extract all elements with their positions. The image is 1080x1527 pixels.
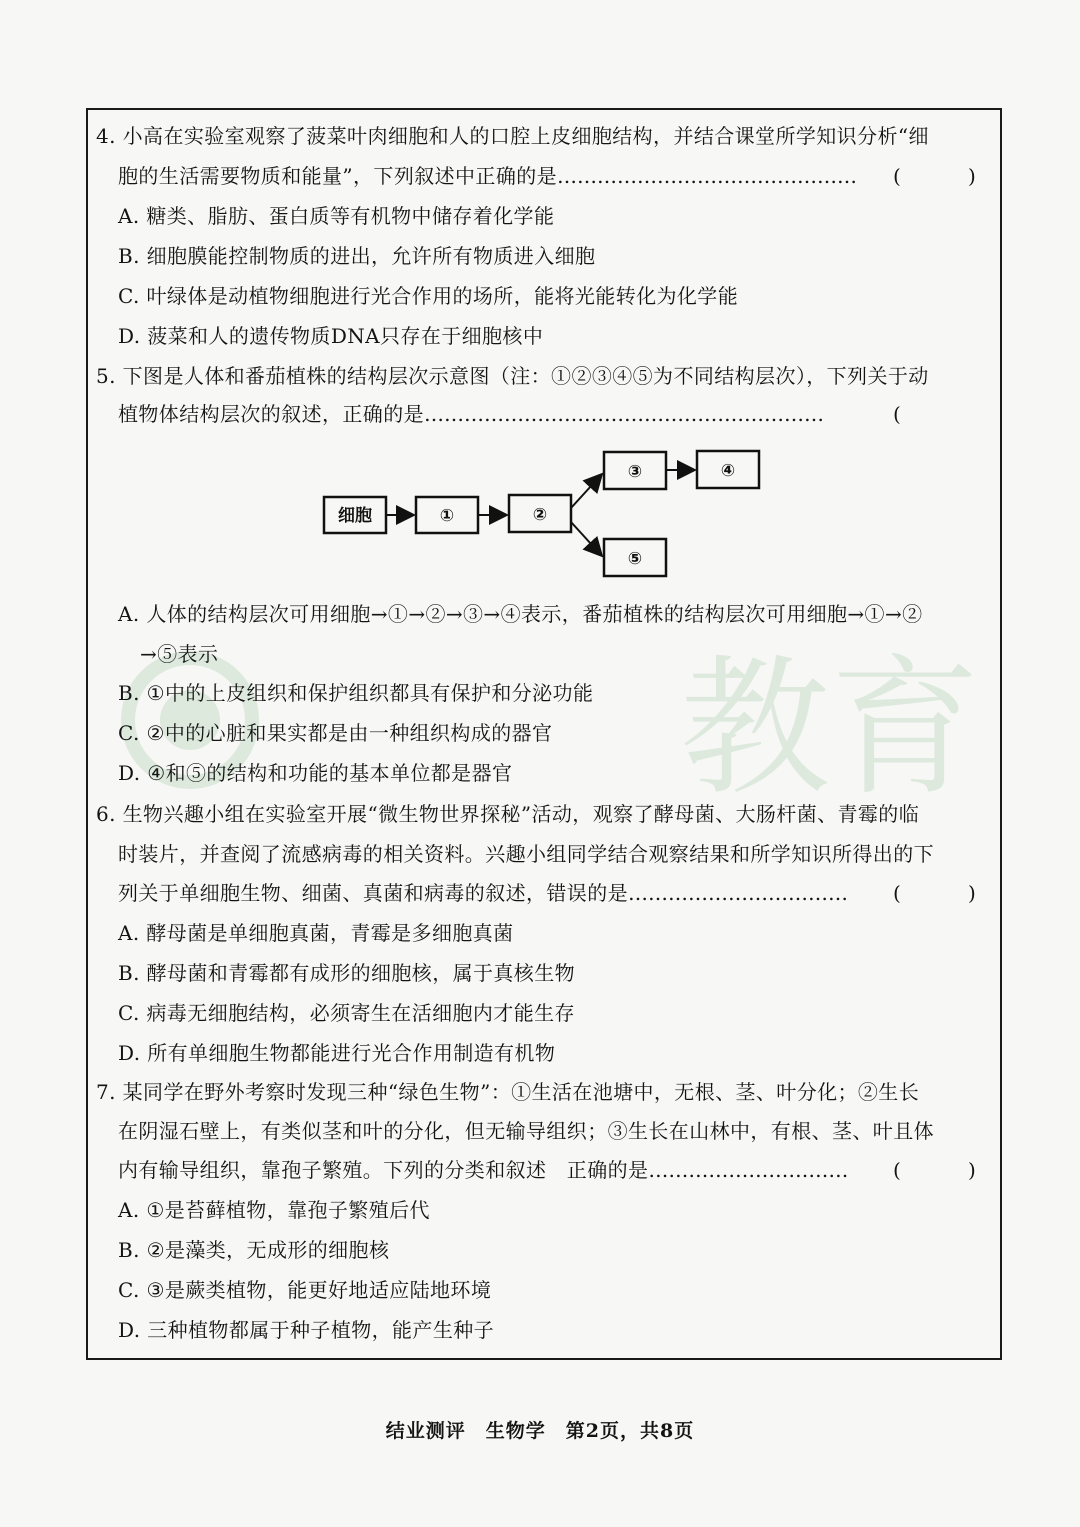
q7-paren-close: ) [968, 1158, 976, 1182]
q7-option-d: D. 三种植物都属于种子植物，能产生种子 [118, 1318, 495, 1342]
diagram-label-5: ⑤ [627, 549, 643, 569]
q7-paren-open: ( [893, 1158, 901, 1182]
q4-dots: ……………………………………… [557, 164, 858, 188]
page-footer: 结业测评 生物学 第2页，共8页 [385, 1420, 695, 1442]
diagram-label-1: ① [439, 506, 455, 526]
q4-stem-text: 胞的生活需要物质和能量”，下列叙述中正确的是 [118, 164, 558, 188]
q6-option-b: B. 酵母菌和青霉都有成形的细胞核，属于真核生物 [118, 961, 576, 985]
q4-option-c: C. 叶绿体是动植物细胞进行光合作用的场所，能将光能转化为化学能 [118, 284, 739, 308]
q7-stem-line2: 在阴湿石壁上，有类似茎和叶的分化，但无输导组织；③生长在山林中，有根、茎、叶且体 [118, 1119, 934, 1143]
diagram-label-3: ③ [627, 462, 643, 482]
watermark-text: 教育 [680, 642, 980, 810]
q5-paren-open: ( [893, 402, 901, 426]
q6-stem-line2: 时装片，并查阅了流感病毒的相关资料。兴趣小组同学结合观察结果和所学知识所得出的下 [118, 842, 934, 866]
q6-stem-line1: 6. 生物兴趣小组在实验室开展“微生物世界探秘”活动，观察了酵母菌、大肠杆菌、青霉的临 [96, 802, 920, 826]
q7-stem-line1: 7. 某同学在野外考察时发现三种“绿色生物”：①生活在池塘中，无根、茎、叶分化；②生长 [96, 1080, 920, 1104]
diagram-label-2: ② [532, 505, 548, 525]
q4-option-a: A. 糖类、脂肪、蛋白质等有机物中储存着化学能 [118, 204, 555, 228]
q5-option-c: C. ②中的心脏和果实都是由一种组织构成的器官 [118, 721, 553, 745]
q4-option-d: D. 菠菜和人的遗传物质DNA只存在于细胞核中 [118, 324, 544, 348]
q6-paren-open: ( [893, 881, 901, 905]
q7-option-a: A. ①是苔藓植物，靠孢子繁殖后代 [118, 1198, 430, 1222]
q6-dots: …………………………… [628, 881, 848, 905]
q5-stem-line1: 5. 下图是人体和番茄植株的结构层次示意图（注：①②③④⑤为不同结构层次），下列关于动 [96, 364, 929, 388]
q5-option-a-line1: A. 人体的结构层次可用细胞→①→②→③→④表示，番茄植株的结构层次可用细胞→①→② [118, 602, 923, 626]
q7-dots: ………………………… [648, 1158, 849, 1182]
q6-stem-line3 [118, 879, 848, 907]
q6-paren-close: ) [968, 881, 976, 905]
q6-option-d: D. 所有单细胞生物都能进行光合作用制造有机物 [118, 1041, 556, 1065]
q6-option-a: A. 酵母菌是单细胞真菌，青霉是多细胞真菌 [118, 921, 514, 945]
q5-dots: …………………………………………………… [424, 402, 824, 426]
diagram-label-4: ④ [720, 461, 736, 481]
q4-stem-line2 [118, 162, 857, 190]
q5-option-a-line2: →⑤表示 [140, 642, 219, 666]
q5-stem-line2 [118, 400, 824, 428]
q4-option-b: B. 细胞膜能控制物质的进出，允许所有物质进入细胞 [118, 244, 596, 268]
diagram-label-cell: 细胞 [338, 506, 372, 526]
q5-option-b: B. ①中的上皮组织和保护组织都具有保护和分泌功能 [118, 681, 594, 705]
q4-paren-open: ( [893, 164, 901, 188]
q7-option-b: B. ②是藻类，无成形的细胞核 [118, 1238, 390, 1262]
q5-stem-text: 植物体结构层次的叙述，正确的是 [118, 402, 424, 426]
q7-stem-text: 内有输导组织，靠孢子繁殖。下列的分类和叙述 正确的是 [118, 1158, 649, 1182]
q4-stem-line1: 4. 小高在实验室观察了菠菜叶肉细胞和人的口腔上皮细胞结构，并结合课堂所学知识分析“细 [96, 124, 929, 148]
q6-option-c: C. 病毒无细胞结构，必须寄生在活细胞内才能生存 [118, 1001, 575, 1025]
q5-option-d: D. ④和⑤的结构和功能的基本单位都是器官 [118, 761, 513, 785]
q4-paren-close: ) [968, 164, 976, 188]
q7-option-c: C. ③是蕨类植物，能更好地适应陆地环境 [118, 1278, 492, 1302]
q7-stem-line3 [118, 1156, 848, 1184]
q6-stem-text: 列关于单细胞生物、细菌、真菌和病毒的叙述，错误的是 [118, 881, 628, 905]
